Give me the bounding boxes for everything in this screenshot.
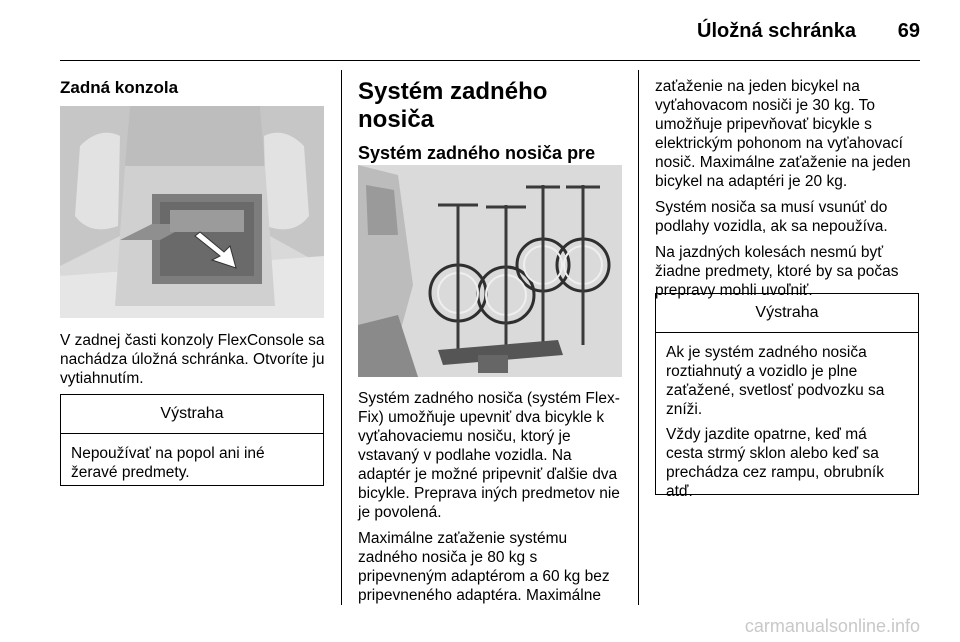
column-1-text — [60, 331, 328, 395]
page-header — [0, 0, 960, 62]
subsection-heading-four-bikes: Systém zadného nosiča pre — [358, 143, 596, 163]
load-paragraph-1: zaťaženie na jeden bicykel na vyťahovacom nosiči je 30 kg. To umožňuje pripevňovať bicykle s elektrickým pohonom na vyťahovací nosič. Maximálne zaťaženie na jeden bicykel na adaptéri je 20 kg. — [655, 78, 911, 190]
section-heading-rear-console: Zadná konzola — [60, 78, 179, 97]
warning-title: Výstraha — [656, 294, 918, 333]
warning-title: Výstraha — [61, 395, 323, 434]
section-heading-rear-carrier: Systém zadného nosiča — [358, 78, 548, 133]
column-2-text — [358, 389, 628, 612]
watermark: carmanualsonline.info — [744, 616, 920, 636]
warning-box-2 — [655, 293, 919, 500]
carrier-paragraph-1: Systém zadného nosiča (systém Flex-Fix) umožňuje upevniť dva bicykle k vyťahovaciemu nosiču, ktorý je vstavaný v podlahe vozidla. Na adaptér je možné pripevniť ďalšie dva bicykle. Preprava iných predmetov nie je povolená. — [358, 390, 620, 521]
rear-console-paragraph: V zadnej časti konzoly FlexConsole sa nachádza úložná schránka. Otvoríte ju vytiahnutím. — [60, 332, 325, 387]
warning-text-2: Vždy jazdite opatrne, keď má cesta strmý sklon alebo keď sa prechádza cez rampu, obrubník atď. — [666, 426, 884, 500]
header-rule — [60, 60, 920, 61]
bike-carrier-illustration — [358, 165, 622, 377]
page-number: 69 — [897, 20, 920, 42]
rear-console-illustration — [60, 106, 324, 318]
warning-box-1 — [60, 394, 324, 486]
column-divider-1 — [341, 70, 342, 605]
carrier-paragraph-2: Maximálne zaťaženie systému zadného nosiča je 80 kg s pripevneným adaptérom a 60 kg bez pripevneného adaptéra. Maximálne — [358, 530, 610, 604]
rear-console-figure — [60, 106, 324, 318]
column-divider-2 — [638, 70, 639, 605]
load-paragraph-3: Na jazdných kolesách nesmú byť žiadne predmety, ktoré by sa počas prepravy mohli uvoľniť. — [655, 244, 899, 299]
warning-text-1: Ak je systém zadného nosiča roztiahnutý a vozidlo je plne zaťažené, svetlosť podvozku sa zníži. — [666, 344, 885, 418]
page-title: Úložná schránka — [697, 20, 856, 42]
warning-text: Nepoužívať na popol ani iné žeravé predmety. — [71, 445, 265, 481]
column-1 — [60, 78, 328, 97]
load-paragraph-2: Systém nosiča sa musí vsunúť do podlahy vozidla, ak sa nepoužíva. — [655, 199, 888, 235]
bike-carrier-figure — [358, 165, 622, 377]
column-3 — [655, 77, 923, 307]
